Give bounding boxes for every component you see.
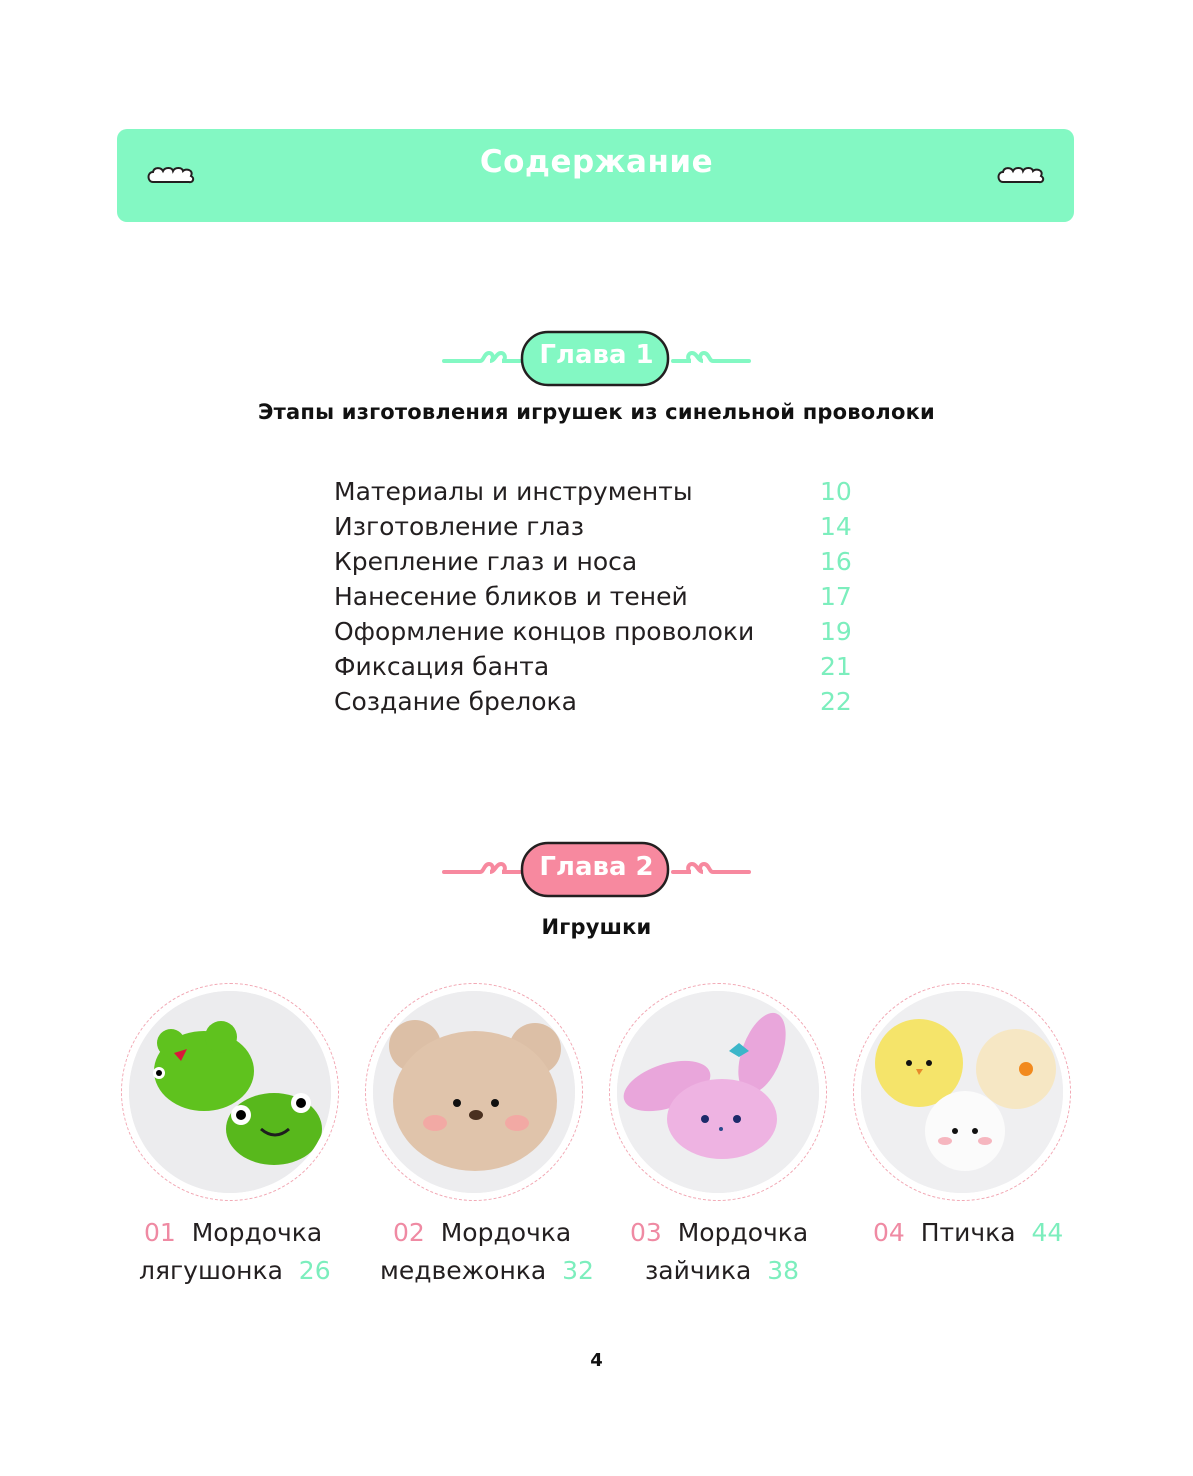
chapter-1-toc xyxy=(334,474,854,719)
cloud-ornament-icon xyxy=(145,165,197,187)
chapter-1-subtitle: Этапы изготовления игрушек из синельной проволоки xyxy=(258,400,935,424)
page-title: Содержание xyxy=(479,144,714,180)
toc-item[interactable] xyxy=(334,649,854,684)
bear-photo xyxy=(373,991,575,1193)
toc-item[interactable] xyxy=(334,579,854,614)
bird-photo xyxy=(861,991,1063,1193)
toy-caption-line2 xyxy=(645,1252,799,1290)
toc-item-page: 14 xyxy=(820,512,852,541)
toy-caption xyxy=(393,1214,571,1252)
toc-item-label: Создание брелока xyxy=(334,687,577,716)
toc-item-page: 16 xyxy=(820,547,852,576)
toy-title-line1: Мордочка xyxy=(677,1218,809,1247)
chapter-1-label: Глава 1 xyxy=(539,340,654,370)
toc-item[interactable] xyxy=(334,684,854,719)
toy-title-line2: медвежонка xyxy=(380,1256,547,1285)
frog-photo xyxy=(129,991,331,1193)
bunny-photo xyxy=(617,991,819,1193)
toc-item-label: Оформление концов проволоки xyxy=(334,617,755,646)
chapter-1-heading xyxy=(0,328,1193,388)
toc-item-label: Крепление глаз и носа xyxy=(334,547,638,576)
toy-number: 01 xyxy=(144,1218,176,1247)
toy-title-line2: лягушонка xyxy=(139,1256,283,1285)
toy-caption xyxy=(873,1214,1063,1252)
page-number: 4 xyxy=(590,1350,603,1371)
toy-number: 02 xyxy=(393,1218,425,1247)
toc-item-label: Материалы и инструменты xyxy=(334,477,693,506)
toy-page: 38 xyxy=(767,1256,800,1285)
chapter-2-heading xyxy=(0,839,1193,899)
toy-page: 44 xyxy=(1031,1218,1064,1247)
toc-item-page: 22 xyxy=(820,687,852,716)
toy-caption-line2 xyxy=(380,1252,594,1290)
toy-title-line1: Птичка xyxy=(920,1218,1016,1247)
chapter-2-label: Глава 2 xyxy=(539,852,654,882)
toy-number: 03 xyxy=(630,1218,662,1247)
toc-item[interactable] xyxy=(334,474,854,509)
toc-item-label: Фиксация банта xyxy=(334,652,550,681)
toy-caption xyxy=(630,1214,808,1252)
toc-item-page: 10 xyxy=(820,477,852,506)
toc-item-label: Изготовление глаз xyxy=(334,512,585,541)
toc-item[interactable] xyxy=(334,509,854,544)
toy-number: 04 xyxy=(873,1218,905,1247)
toc-item[interactable] xyxy=(334,544,854,579)
toy-title-line1: Мордочка xyxy=(191,1218,323,1247)
toc-item-page: 17 xyxy=(820,582,852,611)
toc-item[interactable] xyxy=(334,614,854,649)
toy-page: 26 xyxy=(298,1256,331,1285)
toy-page: 32 xyxy=(562,1256,594,1285)
toy-caption-line2 xyxy=(139,1252,331,1290)
toc-item-page: 19 xyxy=(820,617,852,646)
toy-title-line1: Мордочка xyxy=(440,1218,572,1247)
toy-caption xyxy=(144,1214,322,1252)
toc-item-page: 21 xyxy=(820,652,852,681)
chapter-2-subtitle: Игрушки xyxy=(541,915,652,939)
toy-title-line2: зайчика xyxy=(645,1256,752,1285)
cloud-ornament-icon xyxy=(995,165,1047,187)
toc-item-label: Нанесение бликов и теней xyxy=(334,582,688,611)
